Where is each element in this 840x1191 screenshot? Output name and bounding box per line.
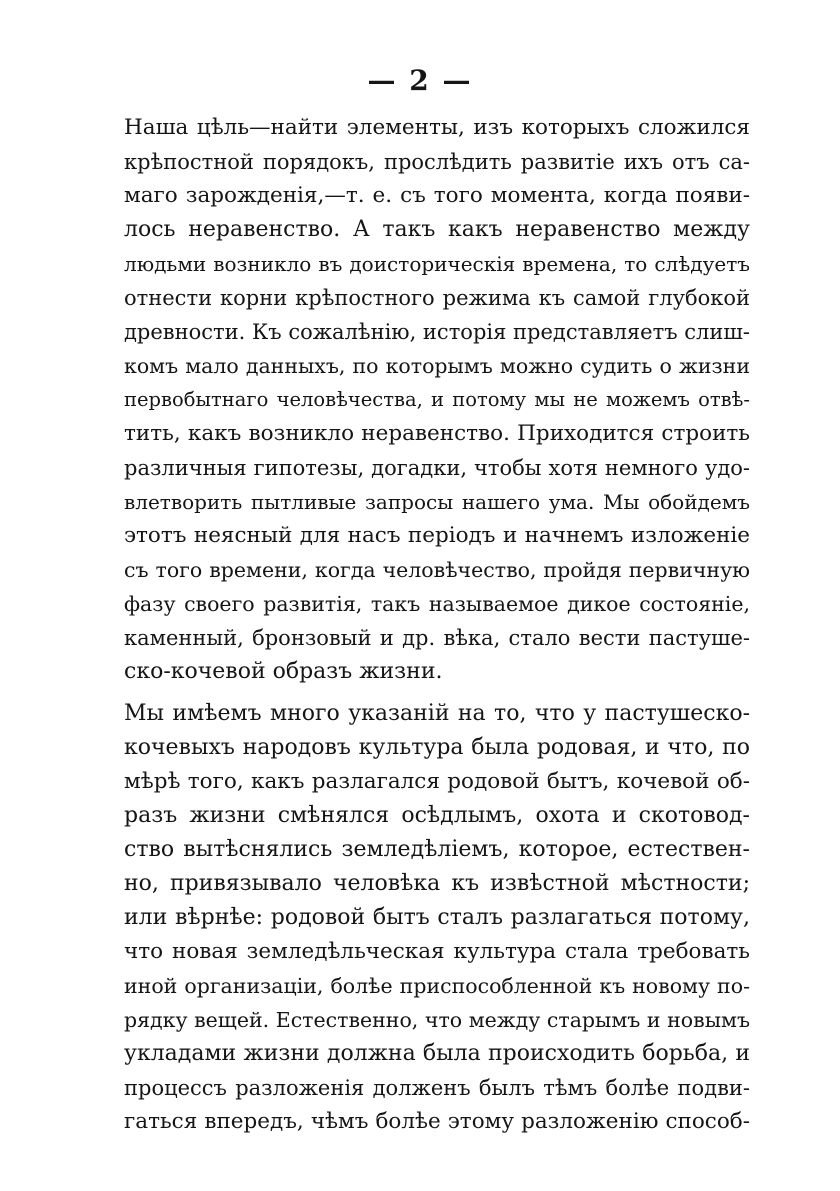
text-line: Мы имѣемъ много указаній на то, что у пастушеско-	[124, 701, 750, 726]
text-line: людьми возникло въ доисторическія времена, то слѣдуетъ	[124, 252, 750, 276]
text-line: Наша цѣль—найти элементы, изъ которыхъ сложился	[124, 115, 750, 140]
text-line: лось неравенство. А такъ какъ неравенство между	[124, 217, 750, 242]
text-line: разъ жизни смѣнялся осѣдлымъ, охота и скотовод-	[124, 803, 750, 828]
text-line: или вѣрнѣе: родовой бытъ сталъ разлагаться потому,	[124, 905, 750, 930]
text-line: съ того времени, когда человѣчество, пройдя первичную	[124, 558, 750, 582]
text-line: что новая земледѣльческая культура стала требовать	[124, 939, 750, 964]
text-line: комъ мало данныхъ, по которымъ можно судить о жизни	[124, 354, 750, 378]
page-number: — 2 —	[367, 64, 473, 97]
text-line: различныя гипотезы, догадки, чтобы хотя немного удо-	[124, 456, 750, 480]
text-line: крѣпостной порядокъ, прослѣдить развитіе ихъ отъ са-	[124, 150, 750, 174]
text-line: первобытнаго человѣчества, и потому мы не можемъ отвѣ-	[124, 388, 750, 411]
text-line: кочевыхъ народовъ культура была родовая, и что, по	[124, 735, 750, 760]
text-line: мѣрѣ того, какъ разлагался родовой бытъ, кочевой об-	[124, 769, 750, 794]
text-line: отнести корни крѣпостного режима къ самой глубокой	[124, 286, 750, 310]
text-line: иной организаціи, болѣе приспособленной къ новому по-	[124, 974, 750, 998]
text-line: процессъ разложенія долженъ былъ тѣмъ болѣе подви-	[124, 1076, 750, 1100]
text-line: древности. Къ сожалѣнію, исторія представляетъ слиш-	[124, 320, 750, 344]
text-line: каменный, бронзовый и др. вѣка, стало вести пастуше-	[124, 626, 750, 650]
text-line: рядку вещей. Естественно, что между старымъ и новымъ	[124, 1008, 750, 1032]
text-line: но, привязывало человѣка къ извѣстной мѣстности;	[124, 871, 750, 896]
text-line: ство вытѣснялись земледѣліемъ, которое, естествен-	[124, 837, 750, 862]
text-line: фазу своего развитія, такъ называемое дикое состояніе,	[124, 592, 750, 616]
text-line: гаться впередъ, чѣмъ болѣе этому разложенію способ-	[124, 1109, 750, 1134]
text-line: этотъ неясный для насъ періодъ и начнемъ изложеніе	[124, 523, 750, 548]
text-line: влетворить пытливые запросы нашего ума. Мы обойдемъ	[124, 490, 750, 514]
text-line: ско-кочевой образъ жизни.	[124, 659, 443, 684]
text-line: укладами жизни должна была происходить борьба, и	[124, 1041, 750, 1066]
text-line: тить, какъ возникло неравенство. Приходится строить	[124, 421, 750, 446]
text-line: маго зарожденія,—т. е. съ того момента, когда появи-	[124, 183, 750, 208]
